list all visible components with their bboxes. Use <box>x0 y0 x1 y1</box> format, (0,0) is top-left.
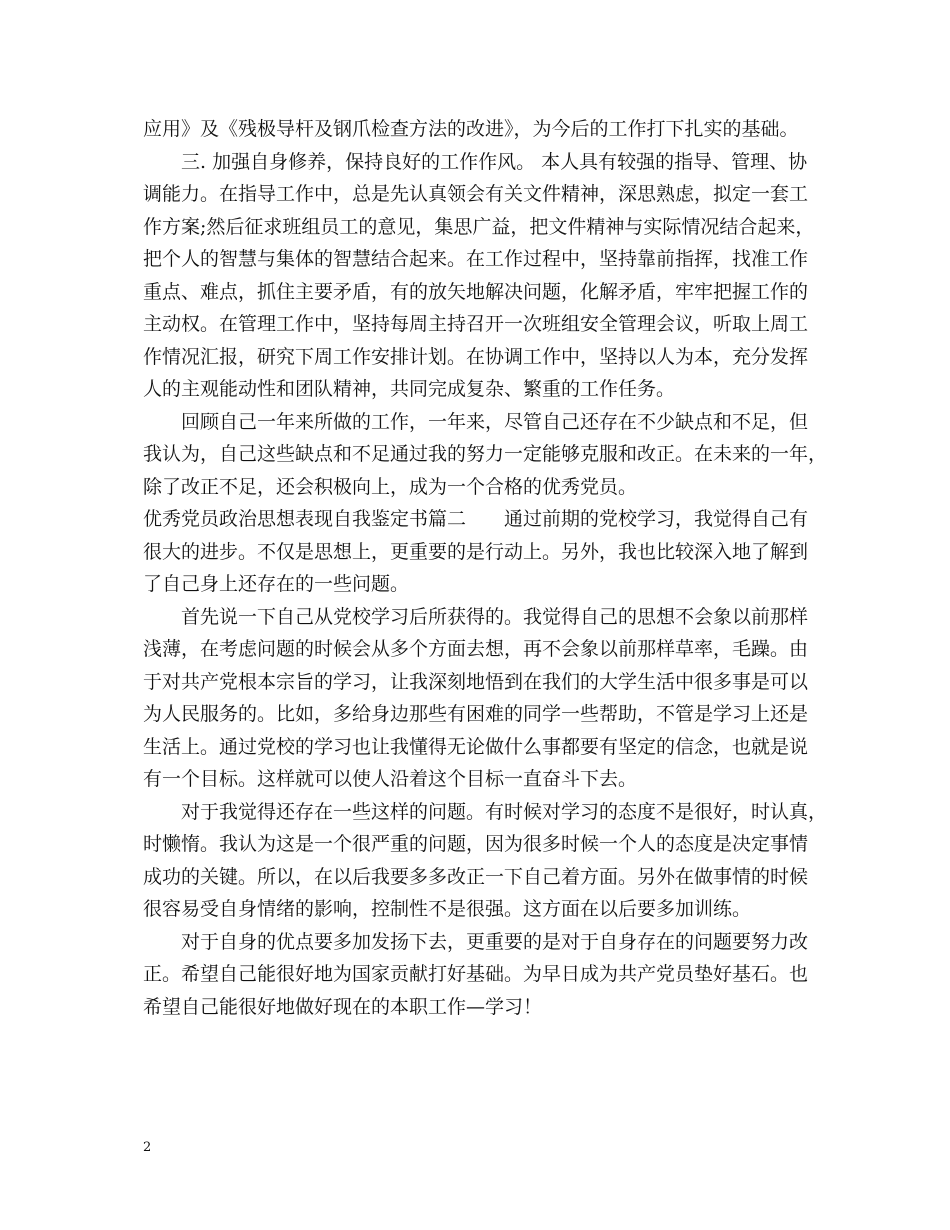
text-line: 人的主观能动性和团队精神，共同完成复杂、繁重的工作任务。 <box>143 378 676 400</box>
body-text <box>143 113 828 1023</box>
section-heading-line: 优秀党员政治思想表现自我鉴定书篇二 通过前期的党校学习，我觉得自己有 <box>143 508 809 530</box>
text-line: 应用》及《残极导杆及钢爪检查方法的改进》，为今后的工作打下扎实的基础。 <box>143 118 799 140</box>
text-line: 很大的进步。不仅是思想上，更重要的是行动上。另外，我也比较深入地了解到 <box>143 540 809 563</box>
text-line: 有一个目标。这样就可以使人沿着这个目标一直奋斗下去。 <box>143 768 638 790</box>
text-line: 重点、难点，抓住主要矛盾，有的放矢地解决问题，化解矛盾，牢牢把握工作的 <box>143 280 809 303</box>
page-number: 2 <box>143 1140 152 1155</box>
text-line: 很容易受自身情绪的影响，控制性不是很强。这方面在以后要多加训练。 <box>143 898 752 920</box>
text-line: 调能力。在指导工作中，总是先认真领会有关文件精神，深思熟虑，拟定一套工 <box>143 183 809 205</box>
text-line: 生活上。通过党校的学习也让我懂得无论做什么事都要有坚定的信念，也就是说 <box>143 735 809 758</box>
text-line: 主动权。在管理工作中，坚持每周主持召开一次班组安全管理会议，听取上周工 <box>143 313 809 335</box>
text-line: 希望自己能很好地做好现在的本职工作—学习！ <box>143 995 543 1018</box>
text-line: 作情况汇报，研究下周工作安排计划。在协调工作中，坚持以人为本，充分发挥 <box>143 345 809 368</box>
text-line: 对于自身的优点要多加发扬下去，更重要的是对于自身存在的问题要努力改 <box>181 930 809 953</box>
text-line: 三. 加强自身修养，保持良好的工作作风。 本人具有较强的指导、管理、协 <box>181 150 808 173</box>
text-line: 时懒惰。我认为这是一个很严重的问题，因为很多时候一个人的态度是决定事情 <box>143 833 809 855</box>
text-line: 我认为，自己这些缺点和不足通过我的努力一定能够克服和改正。在未来的一年， <box>143 443 828 465</box>
text-line: 成功的关键。所以，在以后我要多多改正一下自己着方面。另外在做事情的时候 <box>143 865 809 888</box>
text-line: 于对共产党根本宗旨的学习，让我深刻地悟到在我们的大学生活中很多事是可以 <box>143 670 809 693</box>
text-line: 除了改正不足，还会积极向上，成为一个合格的优秀党员。 <box>143 475 638 498</box>
text-line: 首先说一下自己从党校学习后所获得的。我觉得自己的思想不会象以前那样 <box>181 605 809 628</box>
text-line: 回顾自己一年来所做的工作，一年来，尽管自己还存在不少缺点和不足，但 <box>181 410 809 433</box>
text-line: 把个人的智慧与集体的智慧结合起来。在工作过程中，坚持靠前指挥，找准工作 <box>143 248 809 270</box>
text-line: 对于我觉得还存在一些这样的问题。有时候对学习的态度不是很好，时认真， <box>181 800 828 823</box>
text-line: 了自己身上还存在的一些问题。 <box>143 573 410 595</box>
text-line: 浅薄，在考虑问题的时候会从多个方面去想，再不会象以前那样草率，毛躁。由 <box>143 638 809 660</box>
text-line: 正。希望自己能很好地为国家贡献打好基础。为早日成为共产党员垫好基石。也 <box>143 963 809 985</box>
text-line: 作方案;然后征求班组员工的意见，集思广益，把文件精神与实际情况结合起来， <box>143 215 815 238</box>
text-line: 为人民服务的。比如，多给身边那些有困难的同学一些帮助，不管是学习上还是 <box>143 703 809 725</box>
